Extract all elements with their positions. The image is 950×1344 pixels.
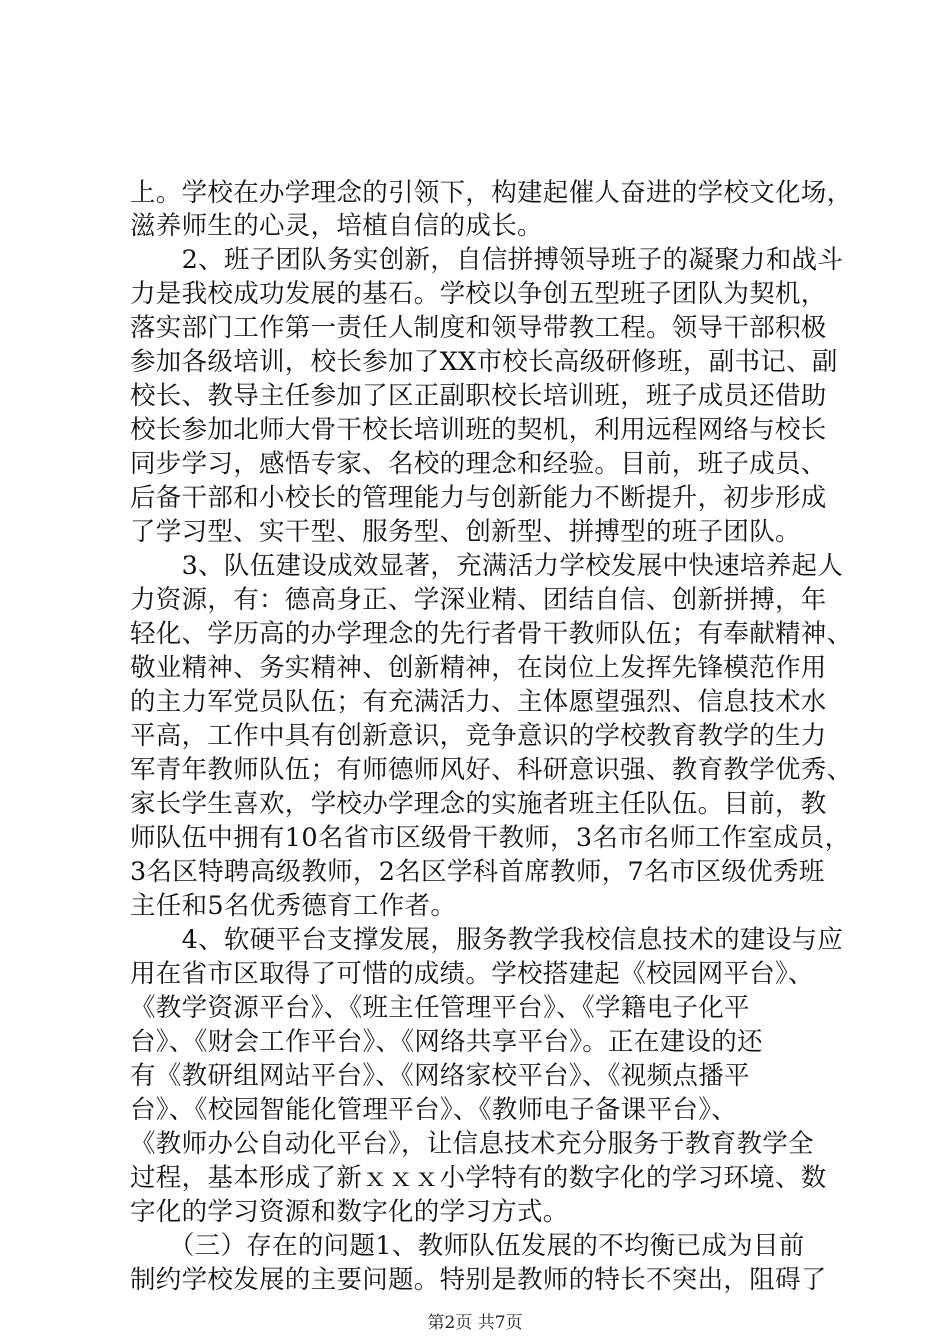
text-line: 滋养师生的心灵，培植自信的成长。 — [130, 211, 543, 241]
text-line: （三）存在的问题1、教师队伍发展的不均衡已成为目前 — [130, 1231, 805, 1261]
text-line: 用在省市区取得了可惜的成绩。学校搭建起《校园网平台》、 — [130, 959, 814, 989]
text-line: 师队伍中拥有10名省市区级骨干教师，3名市名师工作室成员， — [130, 823, 851, 853]
text-line: 后备干部和小校长的管理能力与创新能力不断提升，初步形成 — [130, 483, 827, 513]
text-line: 字化的学习资源和数字化的学习方式。 — [130, 1197, 569, 1227]
text-line: 4、软硬平台支撑发展，服务教学我校信息技术的建设与应 — [130, 925, 844, 955]
text-line: 3名区特聘高级教师，2名区学科首席教师，7名市区级优秀班 — [130, 857, 825, 887]
text-line: 过程，基本形成了新ｘｘｘ小学特有的数字化的学习环境、数 — [130, 1163, 827, 1193]
text-line: 军青年教师队伍；有师德师风好、科研意识强、教育教学优秀、 — [130, 755, 853, 785]
text-line: 同步学习，感悟专家、名校的理念和经验。目前，班子成员、 — [130, 449, 827, 479]
text-line: 上。学校在办学理念的引领下，构建起催人奋进的学校文化场， — [130, 178, 853, 208]
text-line: 台》、《财会工作平台》、《网络共享平台》。正在建设的还 — [130, 1027, 763, 1057]
text-line: 2、班子团队务实创新，自信拼搏领导班子的凝聚力和战斗 — [130, 245, 844, 275]
text-line: 台》、《校园智能化管理平台》、《教师电子备课平台》、 — [130, 1095, 738, 1125]
text-line: 落实部门工作第一责任人制度和领导带教工程。领导干部积极 — [130, 313, 827, 343]
text-line: 了学习型、实干型、服务型、创新型、拼搏型的班子团队。 — [130, 517, 801, 547]
text-line: 有《教研组网站平台》、《网络家校平台》、《视频点播平 — [130, 1061, 750, 1091]
text-line: 轻化、学历高的办学理念的先行者骨干教师队伍；有奉献精神、 — [130, 619, 853, 649]
text-line: 主任和5名优秀德育工作者。 — [130, 891, 457, 921]
text-line: 参加各级培训，校长参加了XX市校长高级研修班，副书记、副 — [130, 347, 838, 377]
text-line: 校长参加北师大骨干校长培训班的契机，利用远程网络与校长 — [130, 415, 827, 445]
text-line: 平高，工作中具有创新意识，竞争意识的学校教育教学的生力 — [130, 721, 827, 751]
text-line: 制约学校发展的主要问题。特别是教师的特长不突出，阻碍了 — [130, 1265, 827, 1295]
text-line: 《教师办公自动化平台》，让信息技术充分服务于教育教学全 — [130, 1129, 814, 1159]
text-line: 敬业精神、务实精神、创新精神，在岗位上发挥先锋模范作用 — [130, 653, 827, 683]
text-line: 家长学生喜欢，学校办学理念的实施者班主任队伍。目前，教 — [130, 789, 827, 819]
text-line: 力资源，有：德高身正、学深业精、团结自信、创新拼搏，年 — [130, 585, 827, 615]
text-line: 校长、教导主任参加了区正副职校长培训班，班子成员还借助 — [130, 381, 827, 411]
text-line: 《教学资源平台》、《班主任管理平台》、《学籍电子化平 — [130, 993, 750, 1023]
page-number-footer: 第2页 共7页 — [427, 1313, 523, 1333]
text-line: 3、队伍建设成效显著，充满活力学校发展中快速培养起人 — [130, 551, 844, 581]
text-line: 力是我校成功发展的基石。学校以争创五型班子团队为契机， — [130, 279, 827, 309]
text-line: 的主力军党员队伍；有充满活力、主体愿望强烈、信息技术水 — [130, 687, 827, 717]
